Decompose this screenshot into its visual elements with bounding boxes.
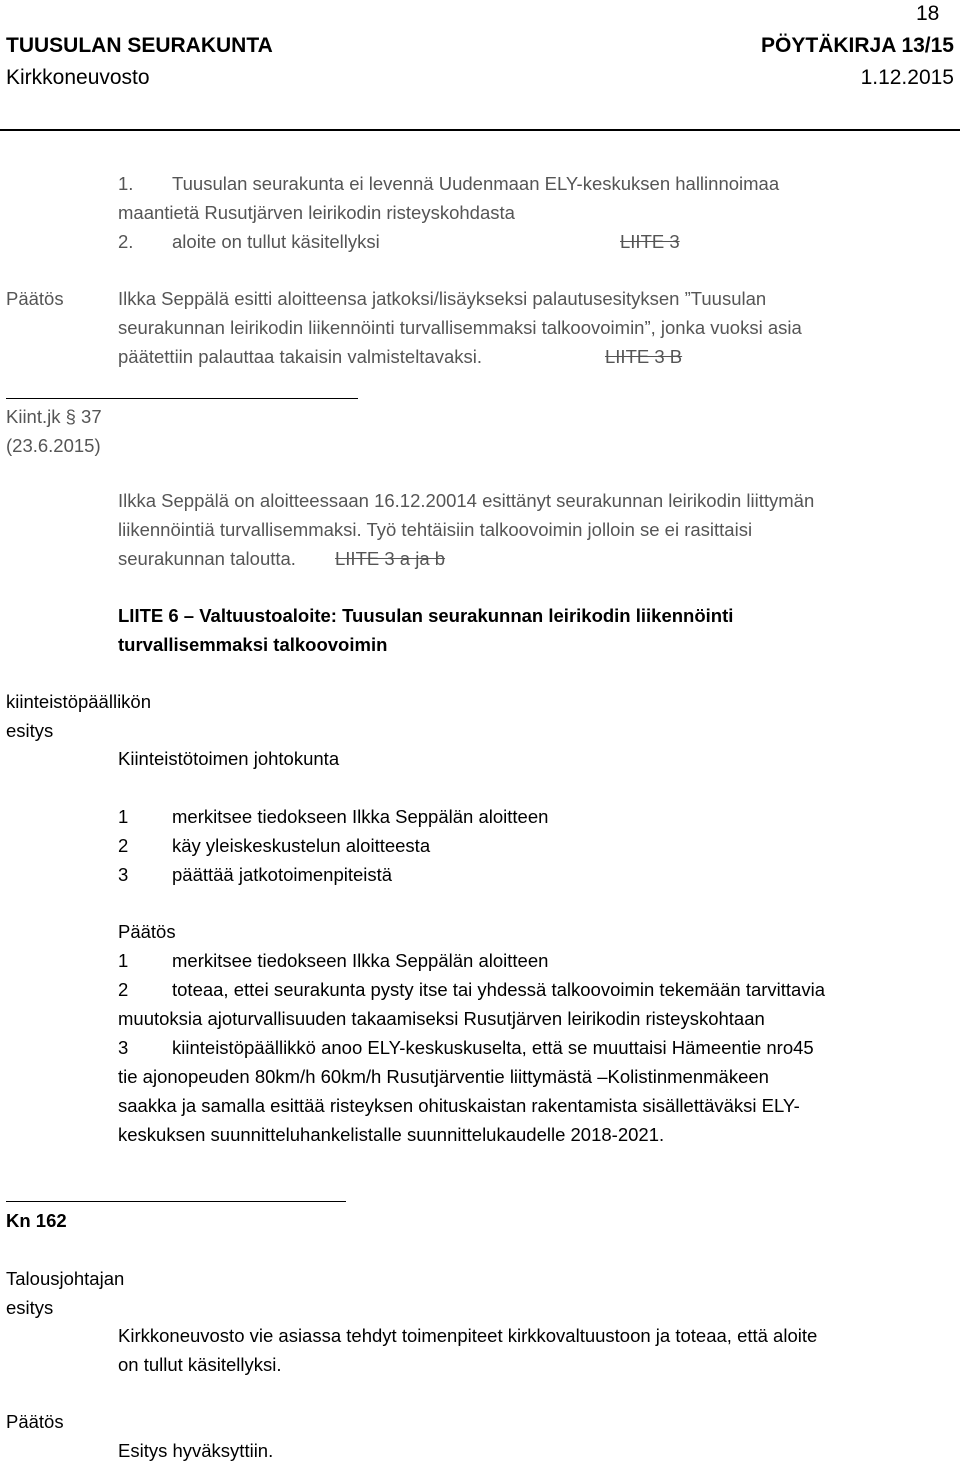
list-item — [118, 860, 392, 889]
page-number: 18 — [916, 2, 940, 25]
decision-label: Päätös — [6, 288, 64, 309]
list-number: 2 — [118, 979, 129, 1000]
proposal-label: kiinteistöpäällikön — [6, 691, 152, 712]
list-number: 1 — [118, 950, 129, 971]
list-text: päättää jatkotoimenpiteistä — [172, 864, 393, 885]
list-number: 2 — [118, 835, 129, 856]
list-item — [118, 802, 548, 831]
decision-text-line: Ilkka Seppälä esitti aloitteensa jatkoksi/lisäykseksi palautusesityksen ”Tuusulan — [118, 288, 767, 309]
list-item — [118, 831, 430, 860]
list-text: käy yleiskeskustelun aloitteesta — [172, 835, 431, 856]
top-list-item-1-cont: maantietä Rusutjärven leirikodin risteyskohdasta — [118, 202, 515, 223]
board-name: Kiinteistötoimen johtokunta — [118, 748, 340, 769]
list-item-cont: tie ajonopeuden 80km/h 60km/h Rusutjärventie liittymästä –Kolistinmenmäkeen — [118, 1066, 769, 1087]
decision-text: Esitys hyväksyttiin. — [118, 1440, 274, 1461]
list-item — [118, 975, 825, 1004]
section-date: (23.6.2015) — [6, 435, 101, 456]
list-number: 2. — [118, 231, 134, 252]
liite-reference: LIITE 3 a ja b — [335, 548, 446, 569]
list-text: aloite on tullut käsitellyksi — [172, 231, 380, 252]
list-item — [118, 946, 548, 975]
list-text: merkitsee tiedokseen Ilkka Seppälän aloitteen — [172, 806, 549, 827]
attachment-heading: LIITE 6 – Valtuustoaloite: Tuusulan seurakunnan leirikodin liikennöinti — [118, 605, 734, 626]
decision-label: Päätös — [6, 1411, 64, 1432]
list-number: 3 — [118, 864, 129, 885]
meeting-date: 1.12.2015 — [860, 66, 954, 89]
header-divider — [0, 129, 960, 131]
paragraph-line: on tullut käsitellyksi. — [118, 1354, 282, 1375]
proposal-label: Talousjohtajan — [6, 1268, 125, 1289]
list-text: toteaa, ettei seurakunta pysty itse tai yhdessä talkoovoimin tekemään tarvittavia — [172, 979, 825, 1000]
top-list-item-1 — [118, 169, 779, 198]
list-item-cont: keskuksen suunnitteluhankelistalle suunnittelukaudelle 2018-2021. — [118, 1124, 665, 1145]
list-item — [118, 1033, 814, 1062]
decision-label: Päätös — [118, 921, 176, 942]
decision-text-line: seurakunnan leirikodin liikennöinti turvallisemmaksi talkoovoimin”, jonka vuoksi asia — [118, 317, 802, 338]
paragraph-line: Kirkkoneuvosto vie asiassa tehdyt toimenpiteet kirkkovaltuustoon ja toteaa, että aloite — [118, 1325, 818, 1346]
list-text: kiinteistöpäällikkö anoo ELY-keskuskuselta, että se muuttaisi Hämeentie nro45 — [172, 1037, 814, 1058]
paragraph-line: Ilkka Seppälä on aloitteessaan 16.12.20014 esittänyt seurakunnan leirikodin liittymän — [118, 490, 815, 511]
section-number: Kn 162 — [6, 1210, 67, 1231]
list-number: 1. — [118, 173, 134, 194]
attachment-heading: turvallisemmaksi talkoovoimin — [118, 634, 388, 655]
list-item-cont: saakka ja samalla esittää risteyksen ohituskaistan rakentamista sisällettäväksi ELY- — [118, 1095, 800, 1116]
section-divider — [6, 1201, 346, 1202]
list-number: 1 — [118, 806, 129, 827]
list-text: Tuusulan seurakunta ei levennä Uudenmaan ELY-keskuksen hallinnoimaa — [172, 173, 780, 194]
proposal-label: esitys — [6, 1297, 54, 1318]
paragraph-line: liikennöintiä turvallisemmaksi. Työ tehtäisiin talkoovoimin jolloin se ei rasittaisi — [118, 519, 753, 540]
top-list-item-2 — [118, 227, 380, 256]
list-item-cont: muutoksia ajoturvallisuuden takaamiseksi Rusutjärven leirikodin risteyskohtaan — [118, 1008, 765, 1029]
meeting-body: Kirkkoneuvosto — [6, 66, 150, 89]
list-number: 3 — [118, 1037, 129, 1058]
section-label: Kiint.jk § 37 — [6, 406, 102, 427]
document-title: PÖYTÄKIRJA 13/15 — [761, 34, 954, 57]
organization-name: TUUSULAN SEURAKUNTA — [6, 34, 273, 57]
paragraph-line: seurakunnan taloutta. — [118, 548, 296, 569]
liite-reference: LIITE 3 B — [605, 346, 683, 367]
proposal-label: esitys — [6, 720, 54, 741]
list-text: merkitsee tiedokseen Ilkka Seppälän aloitteen — [172, 950, 549, 971]
section-divider — [6, 398, 358, 399]
decision-text-line: päätettiin palauttaa takaisin valmisteltavaksi. — [118, 346, 483, 367]
liite-reference: LIITE 3 — [620, 231, 680, 252]
